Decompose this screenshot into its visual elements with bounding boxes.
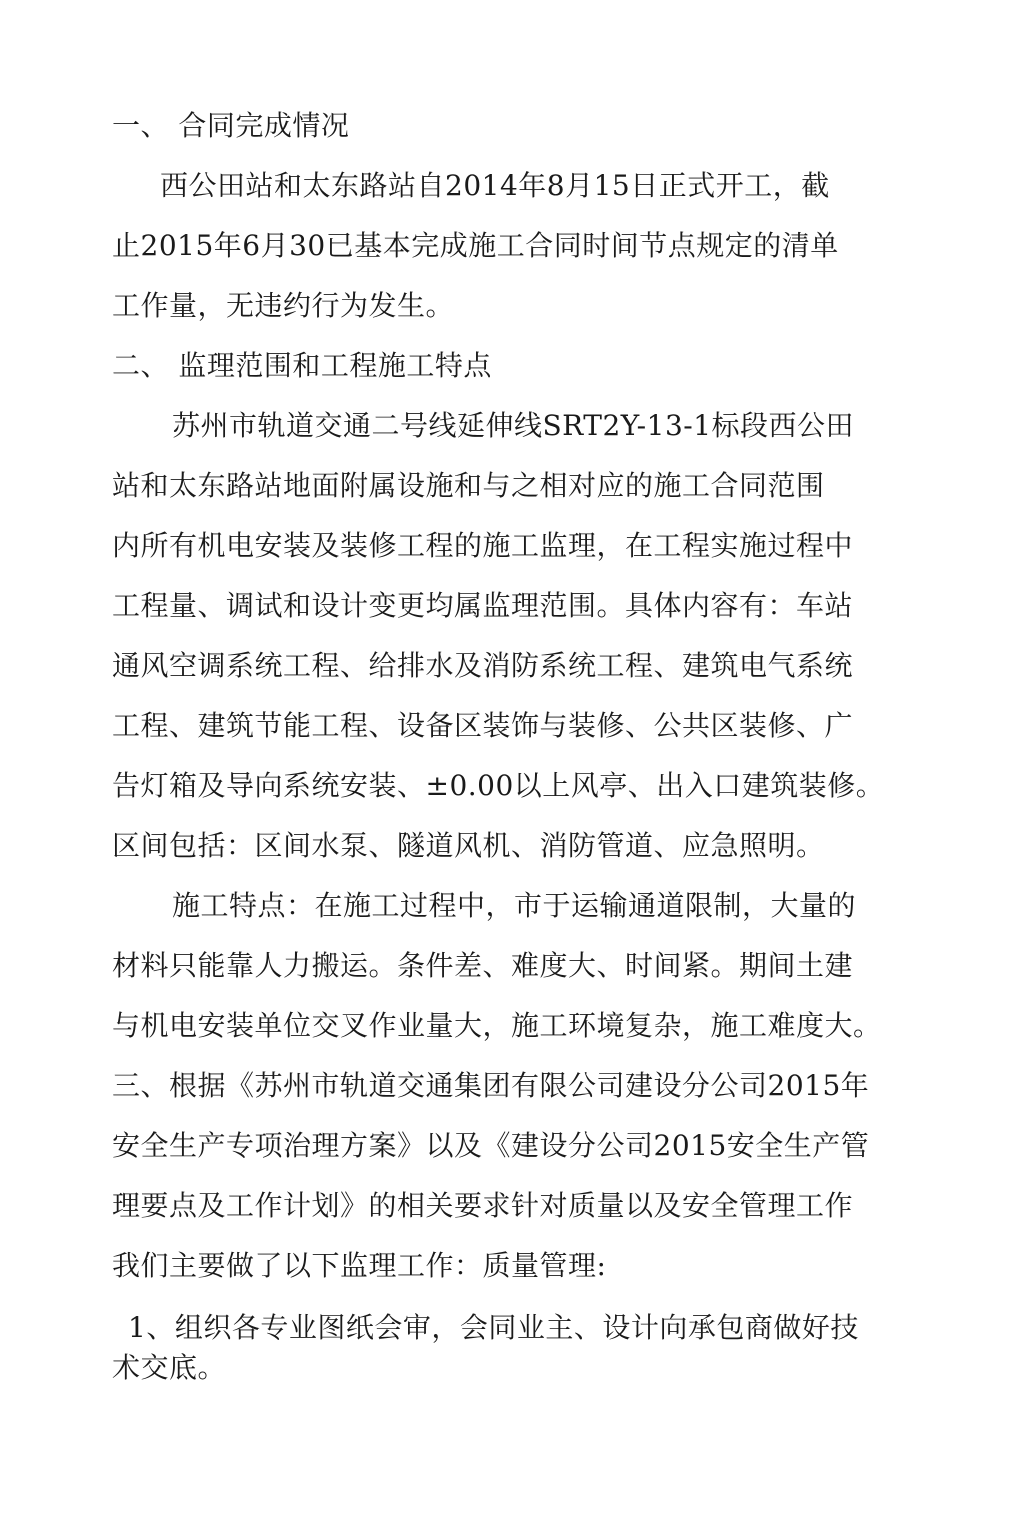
paragraph-line: 工程量、调试和设计变更均属监理范围。具体内容有：车站	[112, 589, 854, 622]
section-heading-2: 二、 监理范围和工程施工特点	[112, 349, 492, 382]
paragraph-line: 内所有机电安装及装修工程的施工监理，在工程实施过程中	[112, 529, 854, 562]
paragraph-line: 通风空调系统工程、给排水及消防系统工程、建筑电气系统	[112, 649, 854, 682]
paragraph-line: 工程、建筑节能工程、设备区装饰与装修、公共区装修、广	[112, 709, 854, 742]
paragraph-line: 材料只能靠人力搬运。条件差、难度大、时间紧。期间土建	[112, 949, 854, 982]
paragraph-line: 西公田站和太东路站自2014年8月15日正式开工，截	[160, 169, 830, 202]
paragraph-line: 理要点及工作计划》的相关要求针对质量以及安全管理工作	[112, 1189, 854, 1222]
paragraph-line: 工作量，无违约行为发生。	[112, 289, 455, 322]
list-item-1: 1、组织各专业图纸会审，会同业主、设计向承包商做好技	[128, 1311, 859, 1344]
paragraph-line: 站和太东路站地面附属设施和与之相对应的施工合同范围	[112, 469, 825, 502]
paragraph-line: 区间包括：区间水泵、隧道风机、消防管道、应急照明。	[112, 829, 825, 862]
paragraph-line: 止2015年6月30已基本完成施工合同时间节点规定的清单	[112, 229, 839, 262]
paragraph-line: 与机电安装单位交叉作业量大，施工环境复杂，施工难度大。	[112, 1009, 882, 1042]
paragraph-line: 苏州市轨道交通二号线延伸线SRT2Y-13-1标段西公田	[172, 409, 855, 442]
section-heading-3: 三、根据《苏州市轨道交通集团有限公司建设分公司2015年	[112, 1069, 870, 1102]
section-heading-1: 一、 合同完成情况	[112, 109, 350, 142]
paragraph-line: 施工特点：在施工过程中，市于运输通道限制，大量的	[172, 889, 857, 922]
paragraph-line: 告灯箱及导向系统安装、±0.00以上风亭、出入口建筑装修。	[112, 769, 885, 802]
list-item-1-continued: 术交底。	[112, 1351, 227, 1384]
paragraph-line: 安全生产专项治理方案》以及《建设分公司2015安全生产管	[112, 1129, 870, 1162]
paragraph-line: 我们主要做了以下监理工作：质量管理:	[112, 1249, 607, 1282]
